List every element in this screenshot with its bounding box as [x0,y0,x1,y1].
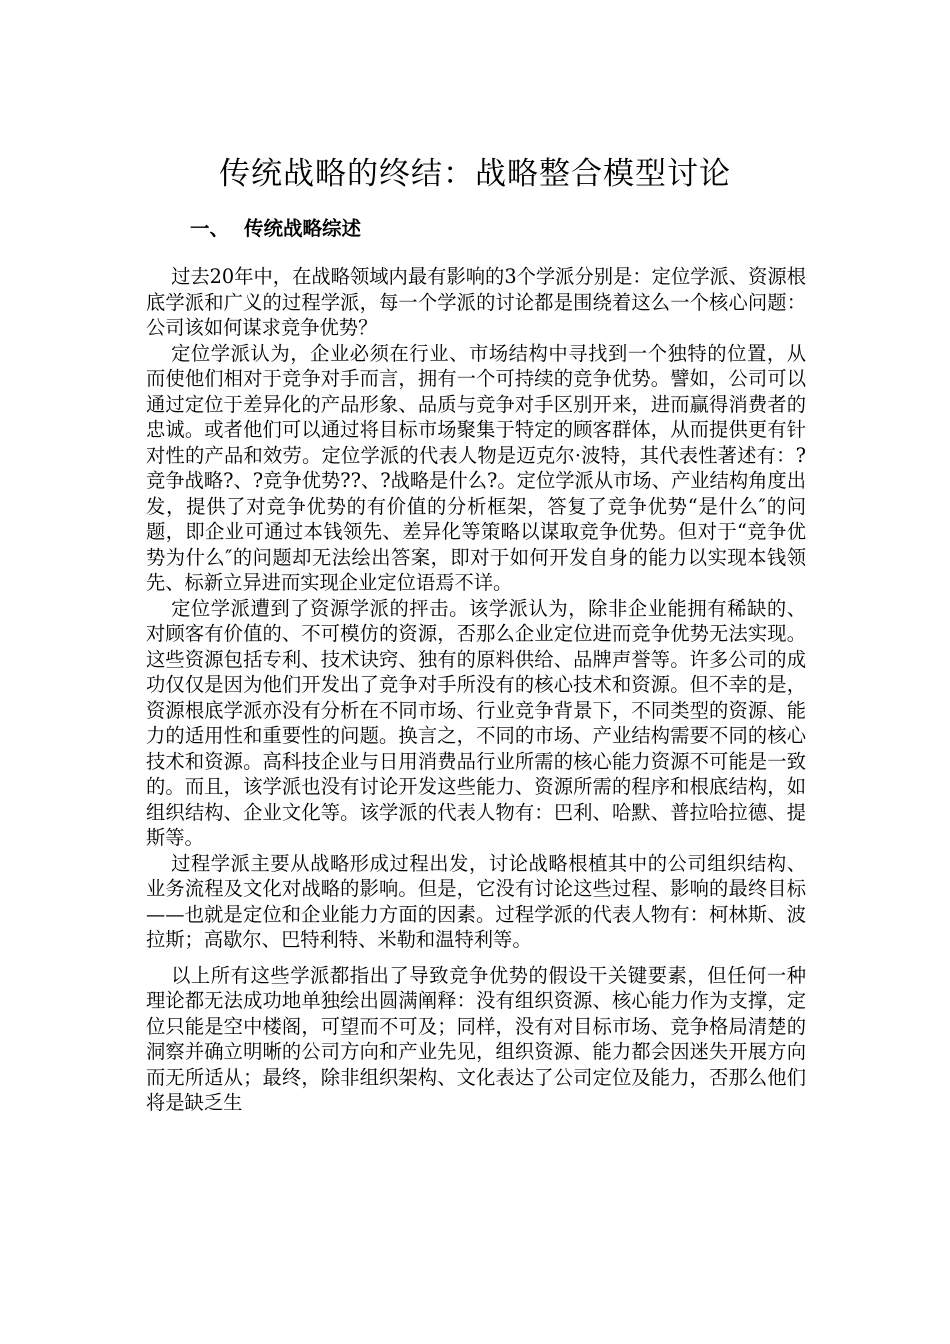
paragraph: 定位学派遭到了资源学派的抨击。该学派认为，除非企业能拥有稀缺的、对顾客有价值的、不可模仿的资源，否那么企业定位进而竞争优势无法实现。这些资源包括专利、技术诀窍、独有的原料供给、品牌声誉等。许多公司的成功仅仅是因为他们开发出了竞争对手所没有的核心技术和资源。但不幸的是，资源根底学派亦没有分析在不同市场、行业竞争背景下，不同类型的资源、能力的适用性和重要性的问题。换言之，不同的市场、产业结构需要不同的核心技术和资源。高科技企业与日用消费品行业所需的核心能力资源不可能是一致的。而且，该学派也没有讨论开发这些能力、资源所需的程序和根底结构，如组织结构、企业文化等。该学派的代表人物有：巴利、哈默、普拉哈拉德、提斯等。 [146,596,806,849]
paragraph: 以上所有这些学派都指出了导致竞争优势的假设干关键要素，但任何一种理论都无法成功地单独绘出圆满阐释：没有组织资源、核心能力作为支撑，定位只能是空中楼阁，可望而不可及；同样，没有对目标市场、竞争格局清楚的洞察并确立明晰的公司方向和产业先见，组织资源、能力都会因迷失开展方向而无所适从；最终，除非组织架构、文化表达了公司定位及能力，否那么他们将是缺乏生 [146,963,806,1114]
paragraph: 过去20年中，在战略领域内最有影响的3个学派分别是：定位学派、资源根底学派和广义的过程学派，每一个学派的讨论都是围绕着这么一个核心问题：公司该如何谋求竞争优势？ [146,265,806,339]
paragraph: 过程学派主要从战略形成过程出发，讨论战略根植其中的公司组织结构、业务流程及文化对战略的影响。但是，它没有讨论这些过程、影响的最终目标——也就是定位和企业能力方面的因素。过程学派的代表人物有：柯林斯、波拉斯；高歇尔、巴特利特、米勒和温特利等。 [146,851,806,951]
section-number: 一、 [190,217,230,240]
document-title: 传统战略的终结：战略整合模型讨论 [219,156,731,192]
section-heading [190,212,361,246]
paragraph: 定位学派认为，企业必须在行业、市场结构中寻找到一个独特的位置，从而使他们相对于竞争对手而言，拥有一个可持续的竞争优势。譬如，公司可以通过定位于差异化的产品形象、品质与竞争对手区别开来，进而赢得消费者的忠诚。或者他们可以通过将目标市场聚集于特定的顾客群体，从而提供更有针对性的产品和效劳。定位学派的代表人物是迈克尔·波特，其代表性著述有：?竞争战略?、?竞争优势??、?战略是什么?。定位学派从市场、产业结构角度出发，提供了对竞争优势的有价值的分析框架，答复了竞争优势“是什么″的问题，即企业可通过本钱领先、差异化等策略以谋取竞争优势。但对于“竞争优势为什么″的问题却无法绘出答案，即对于如何开发自身的能力以实现本钱领先、标新立异进而实现企业定位语焉不详。 [146,341,806,594]
section-title: 传统战略综述 [244,217,362,240]
document-body [146,264,806,1116]
